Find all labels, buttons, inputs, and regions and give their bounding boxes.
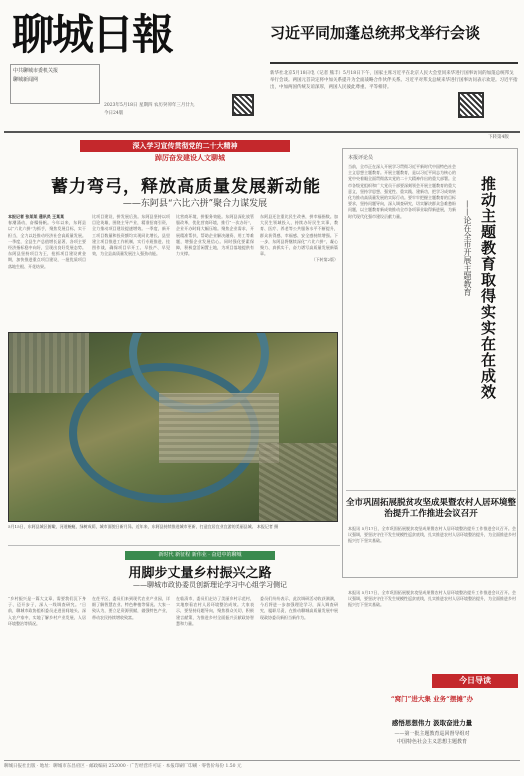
green-column-3	[176, 596, 254, 756]
column-text: 委员们纷纷表示，此次调研活动收获满满，今后将进一步加强理论学习，深入调查研究，履职尽责，在推动聊城高质量发展中展现政协委员新担当新作为。	[260, 596, 338, 620]
banner-rule	[270, 62, 518, 64]
main-column-4	[260, 214, 338, 328]
main-column-3	[176, 214, 254, 328]
green-column-1	[8, 596, 86, 756]
masthead-info	[10, 64, 100, 104]
date-line: 2023年5月18日 星期四 农历癸卯年三月廿九	[104, 103, 195, 108]
photo-caption: 5月15日，东阿县城区俯瞰，河道蜿蜒，绿树成荫，城市面貌日新月异。近年来，东阿县持续推进城市更新，打造宜居宜业宜游的美丽县城。 本报记者 摄	[8, 524, 279, 529]
column-text: 比营商环境，拼服务效能。东阿县深化放管服改革，优化营商环境，推行“一次办好”，企业开办时间大幅压缩。聚焦企业需求，开展精准帮扶，帮助企业解决融资、用工等难题，增强企业发展信心。同时强化要素保障，积极盘活闲置土地，为项目落地提供有力支撑。	[176, 214, 254, 257]
series-tag: 新时代 新征程 新伟业 · 奋进中的聊城	[125, 551, 275, 560]
section-divider	[8, 545, 340, 546]
theme-subtitle: 踔厉奋发建设人文聊城	[155, 154, 225, 162]
section-divider	[346, 490, 516, 491]
commentary-subtitle: ——论在全市开展主题教育	[463, 200, 472, 296]
banner-continue: 下转第4版	[488, 135, 509, 140]
main-subhead: ——东阿县“六比六拼”聚合力谋发展	[122, 199, 268, 209]
byline: 本报记者 张某某 通讯员 王某某	[8, 214, 65, 219]
commentary-tag: 本报评论员	[348, 155, 374, 161]
green-column-4	[260, 596, 338, 756]
masthead-divider	[4, 131, 520, 133]
qr-code-icon	[232, 94, 254, 116]
banner-headline: 习近平同加蓬总统邦戈举行会谈	[270, 24, 481, 42]
green-headline: 用脚步丈量乡村振兴之路	[128, 566, 272, 581]
today-item[interactable]: 中国特色社会主义思想主题教育	[396, 739, 467, 745]
green-subhead: ——聊城市政协委员创新理论学习中心组学习侧记	[133, 581, 287, 589]
banner-lead: 新华社北京5月18日电（记者 熊丰）5月18日下午，国家主席习近平在北京人民大会堂同来华进行国事访问的加蓬总统邦戈举行会谈。两国元首决定将中加关系提升为全面战略合作伙伴关系。习近平对邦戈总统来华进行国事访问表示欢迎。习近平指出，中加两国传统友谊深厚，两国人民彼此尊重、平等相待。	[270, 71, 518, 90]
publisher-label: 中共聊城市委机关报	[13, 68, 59, 74]
aerial-city-photo	[8, 332, 338, 522]
column-text: “乡村振兴是一篇大文章，需要我们沉下身子、迈开步子，深入一线调查研究。”日前，聊城市政协组织委员走进田间地头、深入农户家中，实地了解乡村产业发展、人居环境整治等情况。	[8, 596, 86, 626]
column-text: 比项目建设，拼发展后劲。东阿县坚持以项目论英雄，围绕主导产业，精准招商引资，全力推动项目建设提速增效。一季度，新开工项目数量和投资额均实现同比增长。县里建立项目推进工作机制，实行专班推进、挂图作战，确保项目早开工、早投产、早见效，为全县高质量发展注入强劲动能。	[92, 214, 170, 257]
column-text: 在茌平区，委员们来到现代农业产业园，详细了解智慧农业、特色种植等情况。大家一致认为，要立足资源禀赋，做强特色产业，带动农民持续增收致富。	[92, 596, 170, 620]
continue-note: （下转第2版）	[311, 257, 338, 263]
main-column-2	[92, 214, 170, 328]
rural-text: 本报讯 5月17日，全市巩固拓展脱贫攻坚成果暨农村人居环境整治提升工作推进会议召开。会议强调，要坚决守住不发生规模性返贫底线，扎实推进农村人居环境整治提升，为全面推进乡村振兴打下坚实基础。	[348, 526, 516, 544]
main-headline: 蓄力弯弓，释放高质量发展新动能	[51, 177, 321, 197]
column-text: 春潮涌动，奋楫扬帆。今年以来，东阿县以“六比六拼”为抓手，聚焦发展目标，实干担当，全力以赴推动经济社会高质量发展。一季度，全县生产总值增长显著，各项主要经济指标稳中向好，呈现出良好发展态势。东阿县坚持项目为王，抢抓项目建设黄金期，加快推进重点项目建设，一批优质项目落地生根、开花结果。	[8, 220, 86, 269]
commentary-body	[348, 164, 456, 484]
rural-headline: 全市巩固拓展脱贫攻坚成果暨农村人居环境整治提升工作推进会议召开	[346, 498, 517, 519]
green-column-2	[92, 596, 170, 756]
commentary-title: 推动主题教育取得实实在在成效	[479, 176, 497, 400]
footer: 聊城日报社出版 · 地址：聊城市东昌府区 · 邮政编码 252000 · 广告经营许可证 · 本报印刷厂印刷 · 零售价每份 1.50 元	[4, 760, 520, 772]
today-item[interactable]: ——第一批主题教育巡回督导组对	[394, 731, 470, 737]
website-label: 聊城新闻网	[13, 77, 39, 83]
qr-code-icon	[458, 92, 484, 118]
main-column-1	[8, 214, 86, 328]
commentary-text: 当前，全市正在深入开展学习贯彻习近平新时代中国特色社会主义思想主题教育。开展主题教育，是以习近平同志为核心的党中央着眼全面贯彻落实党的二十大精神作出的重大部署。全市各级党组织和广大党员干部要深刻领会开展主题教育的重大意义，坚持学思想、强党性、重实践、建新功，把学习成效转化为推动高质量发展的实际行动。要牢牢把握主题教育的目标要求，坚持问题导向，深入调查研究，切实解决群众急难愁盼问题，以主题教育新成效推动全市各项事业取得新进展，为新时代现代化强市建设贡献力量。	[348, 164, 456, 219]
today-item[interactable]: 感悟思想伟力 汲取奋进力量	[391, 719, 473, 727]
column-text: 东阿县还注重比民生改善，拼幸福指数。加大民生领域投入，持续办好民生实事，教育、医疗、养老等公共服务水平不断提升，群众获得感、幸福感、安全感持续增强。下一步，东阿县将继续深化“六比六拼”，凝心聚力、真抓实干，奋力谱写高质量发展新篇章。	[260, 214, 338, 257]
today-guide-label: 今日导读	[432, 674, 518, 688]
newspaper-title: 聊城日報	[12, 10, 173, 59]
issue-line: 今日24版	[104, 111, 124, 116]
column-text: 本报讯 5月17日，全市巩固拓展脱贫攻坚成果暨农村人居环境整治提升工作推进会议召开。会议强调，要坚决守住不发生规模性返贫底线，扎实推进农村人居环境整治提升，为全面推进乡村振兴打下坚实基础。	[348, 590, 516, 608]
rural-body	[348, 526, 516, 582]
right-lower-text	[348, 590, 516, 666]
today-item[interactable]: “窝门”进大集 业务“摆摊”办	[390, 695, 474, 703]
theme-banner: 深入学习宣传贯彻党的二十大精神	[80, 140, 290, 152]
column-text: 在临清市，委员们走访了美丽乡村示范村，实地察看农村人居环境整治成效。大家表示，要坚持问题导向，聚焦群众关切，积极建言献策，为推进乡村全面振兴贡献政协智慧和力量。	[176, 596, 254, 626]
